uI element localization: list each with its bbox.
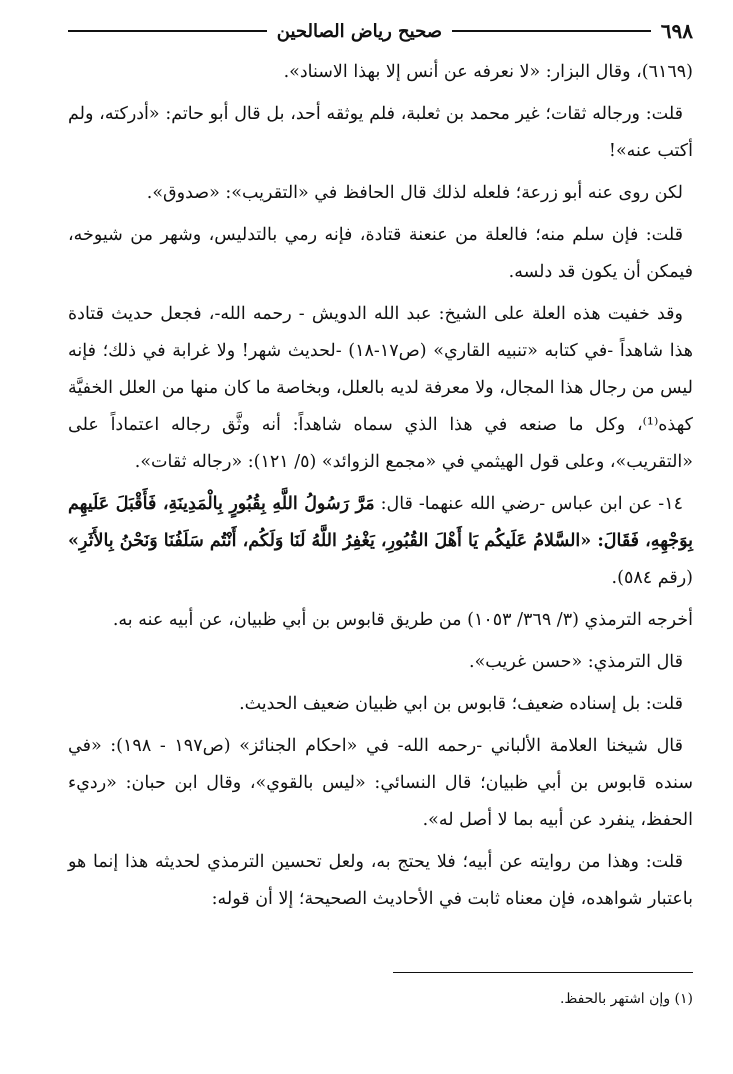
paragraph: قلت: ورجاله ثقات؛ غير محمد بن ثعلبة، فلم يوثقه أحد، بل قال أبو حاتم: «أدركته، ولم أكتب عنه»! bbox=[68, 104, 693, 161]
header-rule-right bbox=[452, 30, 651, 32]
hadith-prefix: ١٤- عن ابن عباس -رضي الله عنهما- قال: bbox=[374, 494, 683, 514]
paragraph: قلت: فإن سلم منه؛ فالعلة من عنعنة قتادة، فإنه رمي بالتدليس، وشهر من شيوخه، فيمكن أن يكون قد دلسه. bbox=[68, 225, 693, 282]
page-number: ٦٩٨ bbox=[660, 19, 693, 43]
paragraph: أخرجه الترمذي (٣/ ٣٦٩/ ١٠٥٣) من طريق قابوس بن أبي ظبيان، عن أبيه عنه به. bbox=[112, 610, 693, 630]
paragraph: (٦١٦٩)، وقال البزار: «لا نعرفه عن أنس إلا بهذا الاسناد». bbox=[283, 62, 693, 82]
book-title: صحيح رياض الصالحين bbox=[276, 20, 443, 42]
paragraph: قال شيخنا العلامة الألباني -رحمه الله- في «احكام الجنائز» (ص١٩٧ - ١٩٨): «في سنده قابوس بن أبي ظبيان؛ قال النسائي: «ليس بالقوي»، وقال ابن حبان: «رديء الحفظ، ينفرد عن أبيه بما لا أصل له». bbox=[68, 736, 693, 830]
paragraph: قلت: وهذا من روايته عن أبيه؛ فلا يحتج به، ولعل تحسين الترمذي لحديثه هذا إنما هو باعتبار شواهده، فإن معناه ثابت في الأحاديث الصحيحة؛ إلا أن قوله: bbox=[68, 852, 693, 909]
body-text bbox=[68, 54, 693, 918]
footnote-rule bbox=[393, 972, 693, 973]
paragraph: لكن روى عنه أبو زرعة؛ فلعله لذلك قال الحافظ في «التقريب»: «صدوق». bbox=[146, 183, 683, 203]
running-head bbox=[68, 14, 693, 48]
footnote: (١) وإن اشتهر بالحفظ. bbox=[559, 991, 693, 1007]
paragraph: قال الترمذي: «حسن غريب». bbox=[469, 652, 683, 672]
paragraph: قلت: بل إسناده ضعيف؛ قابوس بن ابي ظبيان ضعيف الحديث. bbox=[239, 694, 683, 714]
paragraph: وقد خفيت هذه العلة على الشيخ: عبد الله الدويش - رحمه الله-، فجعل حديث قتادة هذا شاهداً -في كتابه «تنبيه القاري» (ص١٧-١٨) -لحديث شهر! ولا غرابة في ذلك؛ فإنه ليس من رجال هذا المجال، ولا معرفة لديه بالعلل، وبخاصة ما كان منها من العلل الخفيَّة كهذه⁽¹⁾، وكل ما صنعه في هذا الذي سماه شاهداً: أنه وثَّق رجاله اعتماداً على «التقريب»، وعلى قول الهيثمي في «مجمع الزوائد» (٥/ ١٢١): «رجاله ثقات». bbox=[68, 304, 693, 472]
header-rule-left bbox=[68, 30, 267, 32]
hadith-paragraph bbox=[68, 486, 693, 597]
hadith-text: مَرَّ رَسُولُ اللَّهِ بِقُبُورٍ بِالْمَدِينَةِ، فَأَقْبَلَ عَلَيهِم بِوَجْهِهِ، فَقَالَ: «السَّلامُ عَلَيكُم يَا أَهْلَ القُبُورِ، يَغْفِرُ اللَّهُ لَنَا وَلَكُم، أَنْتُم سَلَفُنَا وَنَحْنُ بِالأَثَرِ» bbox=[68, 494, 693, 551]
hadith-reference: (رقم ٥٨٤). bbox=[611, 568, 693, 588]
